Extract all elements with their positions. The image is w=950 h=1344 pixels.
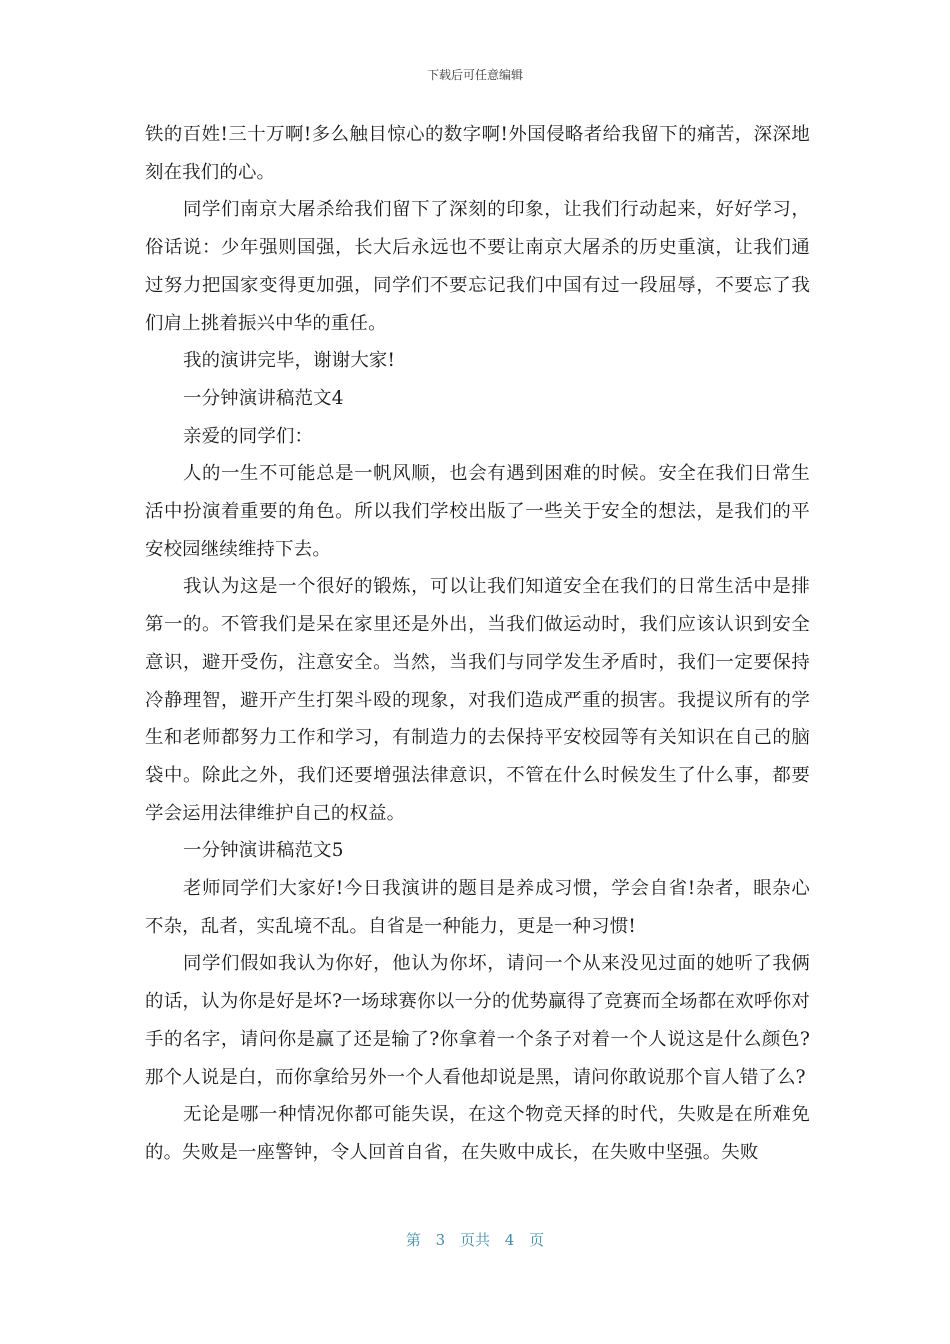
paragraph: 无论是哪一种情况你都可能失误，在这个物竞天择的时代，失败是在所难免的。失败是一座警钟，令人回首自省，在失败中成长，在失败中坚强。失败: [145, 1104, 810, 1163]
page-header: 下载后可任意编辑: [426, 68, 523, 82]
document-body: [145, 116, 810, 1172]
section-heading: 一分钟演讲稿范文4: [183, 387, 344, 409]
paragraph: 同学们假如我认为你好，他认为你坏，请问一个从来没见过面的她听了我俩的话，认为你是好是坏?一场球赛你以一分的优势赢得了竞赛而全场都在欢呼你对手的名字，请问你是赢了还是输了?你拿着一个条子对着一个人说这是什么颜色?那个人说是白，而你拿给另外一个人看他却说是黑，请问你敢说那个盲人错了么?: [145, 953, 810, 1088]
section-heading: 一分钟演讲稿范文5: [183, 840, 344, 862]
paragraph: 铁的百姓!三十万啊!多么触目惊心的数字啊!外国侵略者给我留下的痛苦，深深地刻在我们的心。: [145, 124, 810, 183]
paragraph: 我的演讲完毕，谢谢大家!: [183, 350, 396, 372]
page-number-footer: 第 3 页共 4 页: [405, 1231, 545, 1249]
paragraph: 同学们南京大屠杀给我们留下了深刻的印象，让我们行动起来，好好学习，俗话说：少年强则国强，长大后永远也不要让南京大屠杀的历史重演，让我们通过努力把国家变得更加强，同学们不要忘记我们中国有过一段屈辱，不要忘了我们肩上挑着振兴中华的重任。: [145, 199, 810, 334]
paragraph: 老师同学们大家好!今日我演讲的题目是养成习惯，学会自省!杂者，眼杂心不杂，乱者，实乱境不乱。自省是一种能力，更是一种习惯!: [145, 878, 810, 937]
paragraph: 我认为这是一个很好的锻炼，可以让我们知道安全在我们的日常生活中是排第一的。不管我们是呆在家里还是外出，当我们做运动时，我们应该认识到安全意识，避开受伤，注意安全。当然，当我们与同学发生矛盾时，我们一定要保持冷静理智，避开产生打架斗殴的现象，对我们造成严重的损害。我提议所有的学生和老师都努力工作和学习，有制造力的去保持平安校园等有关知识在自己的脑袋中。除此之外，我们还要增强法律意识，不管在什么时候发生了什么事，都要学会运用法律维护自己的权益。: [145, 576, 810, 824]
paragraph: 人的一生不可能总是一帆风顺，也会有遇到困难的时候。安全在我们日常生活中扮演着重要的角色。所以我们学校出版了一些关于安全的想法，是我们的平安校园继续维持下去。: [145, 463, 810, 560]
salutation: 亲爱的同学们：: [183, 425, 314, 447]
